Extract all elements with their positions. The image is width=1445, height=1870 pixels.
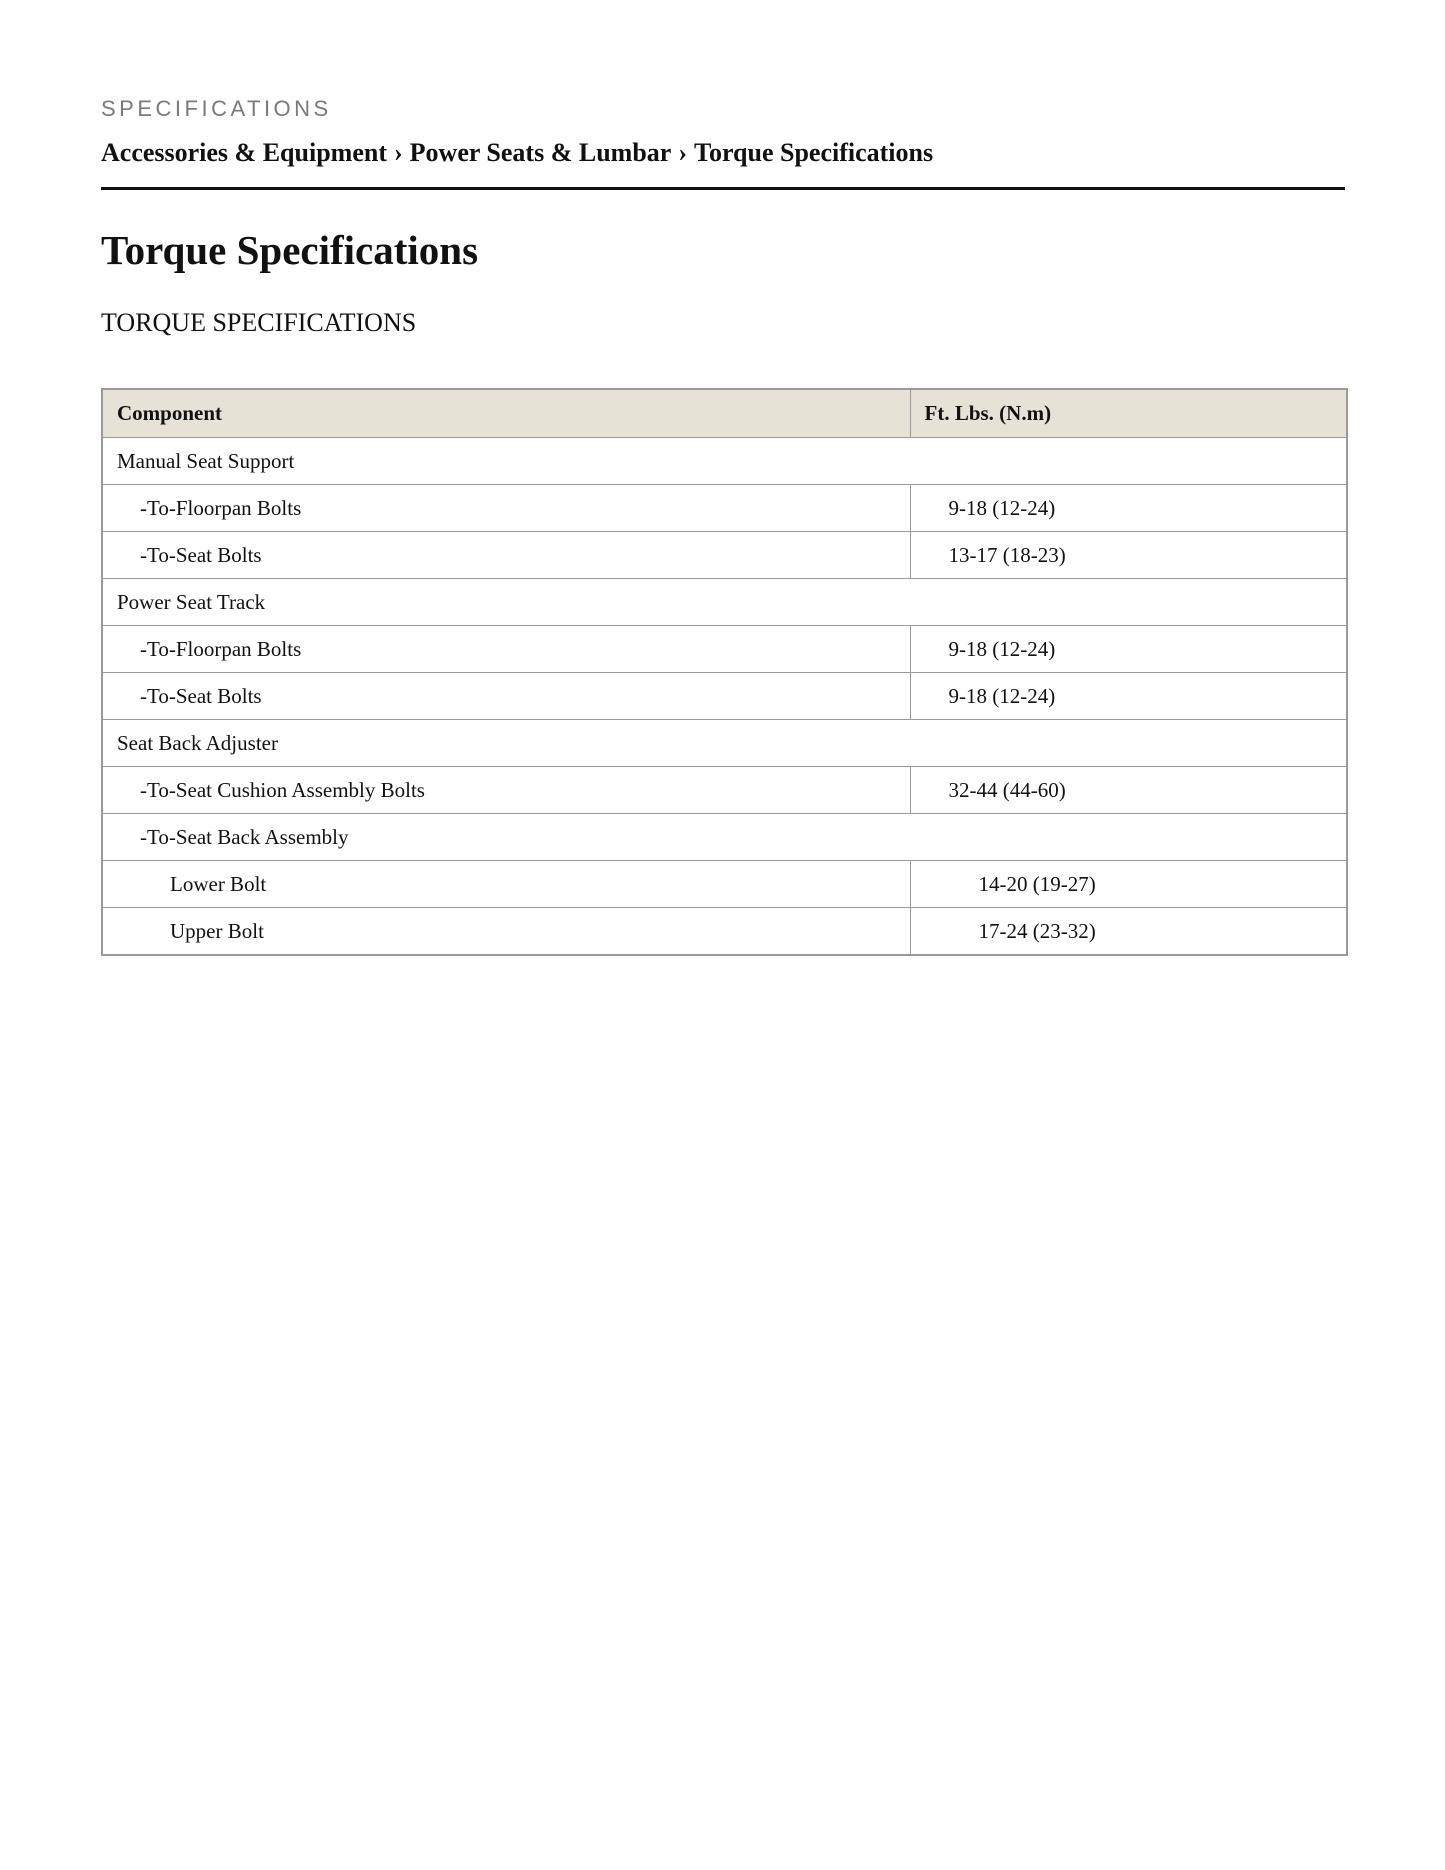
component-cell: Upper Bolt xyxy=(102,908,910,956)
torque-value-cell: 13-17 (18-23) xyxy=(910,532,1347,579)
torque-spec-table xyxy=(101,388,1348,956)
table-row-group xyxy=(102,579,1347,626)
table-row-group xyxy=(102,814,1347,861)
torque-value-cell: 9-18 (12-24) xyxy=(910,626,1347,673)
table-row xyxy=(102,532,1347,579)
page-title: Torque Specifications xyxy=(101,227,479,273)
table-row-group xyxy=(102,438,1347,485)
subgroup-label-cell: -To-Seat Back Assembly xyxy=(102,814,1347,861)
column-header-component: Component xyxy=(102,389,910,438)
table-header-row xyxy=(102,389,1347,438)
component-cell: -To-Floorpan Bolts xyxy=(102,485,910,532)
column-header-torque: Ft. Lbs. (N.m) xyxy=(910,389,1347,438)
table-row xyxy=(102,485,1347,532)
group-label-cell: Seat Back Adjuster xyxy=(102,720,1347,767)
section-label: SPECIFICATIONS xyxy=(101,96,332,121)
torque-value-cell: 14-20 (19-27) xyxy=(910,861,1347,908)
torque-value-cell: 9-18 (12-24) xyxy=(910,485,1347,532)
component-cell: -To-Seat Bolts xyxy=(102,532,910,579)
torque-value-cell: 17-24 (23-32) xyxy=(910,908,1347,956)
table-row-group xyxy=(102,720,1347,767)
breadcrumb-item-power-seats[interactable]: Power Seats & Lumbar xyxy=(409,138,672,167)
table-row xyxy=(102,673,1347,720)
breadcrumb-separator: › xyxy=(678,138,687,167)
torque-value-cell: 9-18 (12-24) xyxy=(910,673,1347,720)
component-cell: -To-Seat Cushion Assembly Bolts xyxy=(102,767,910,814)
breadcrumb-item-accessories[interactable]: Accessories & Equipment xyxy=(101,138,387,167)
header-divider xyxy=(101,187,1345,190)
component-cell: -To-Seat Bolts xyxy=(102,673,910,720)
group-label-cell: Power Seat Track xyxy=(102,579,1347,626)
component-cell: -To-Floorpan Bolts xyxy=(102,626,910,673)
breadcrumb-separator: › xyxy=(393,138,403,167)
group-label-cell: Manual Seat Support xyxy=(102,438,1347,485)
component-cell: Lower Bolt xyxy=(102,861,910,908)
breadcrumb xyxy=(101,138,933,168)
table-row xyxy=(102,861,1347,908)
table-row xyxy=(102,908,1347,956)
breadcrumb-item-torque-specifications: Torque Specifications xyxy=(694,138,934,167)
section-subtitle: TORQUE SPECIFICATIONS xyxy=(101,308,417,337)
table-row xyxy=(102,626,1347,673)
torque-value-cell: 32-44 (44-60) xyxy=(910,767,1347,814)
table-row xyxy=(102,767,1347,814)
